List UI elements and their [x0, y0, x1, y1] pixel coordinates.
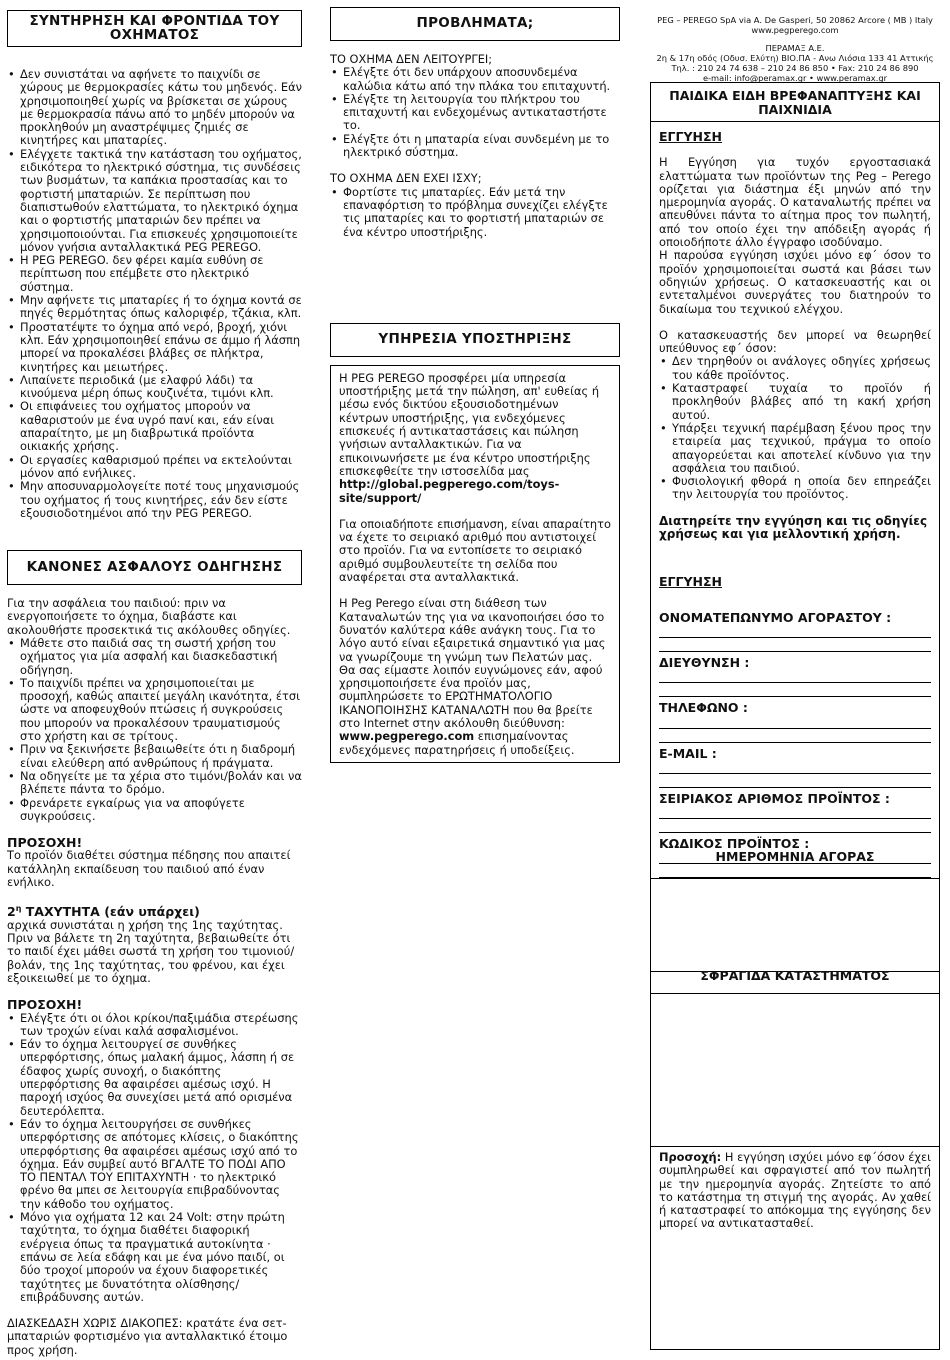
website-link[interactable]: www.pegperego.com [339, 729, 475, 744]
company-header [650, 15, 940, 83]
warranty-exclusion-list [659, 355, 931, 501]
shop-stamp-area[interactable] [651, 993, 939, 1147]
buyer-name-label: ΟΝΟΜΑΤΕΠΩΝΥΜΟ ΑΓΟΡΑΣΤΟΥ : [659, 609, 892, 625]
second-gear-number: 2 [7, 904, 16, 920]
list-item: • Πριν να ξεκινήσετε βεβαιωθείτε ότι η διαδρομή είναι ελεύθερη από ανθρώπους ή πράγματα. [7, 743, 302, 770]
list-item: • Οι επιφάνειες του οχήματος μπορούν να καθαριστούν με ένα υγρό πανί και, εάν είναι απαραίτητο, με μη διαβρωτικά προϊόντα οικιακής χρήσης. [7, 400, 302, 453]
care-list [7, 68, 302, 520]
warning-list [7, 1012, 302, 1305]
support-section-title: ΥΠΗΡΕΣΙΑ ΥΠΟΣΤΗΡΙΞΗΣ [330, 323, 620, 357]
list-item: • Ελέγχετε τακτικά την κατάσταση του οχήματος, ειδικότερα το ηλεκτρικό σύστημα, τις συνδέσεις των βυσμάτων, τα καπάκια προστασίας και το φορτιστή μπαταριών. Σε περίπτωση που διαπιστωθούν ελαττώματα, το ηλεκτρικό όχημα και ο φορτιστής μπαταριών δεν πρέπει να χρησιμοποιούνται. Για επισκευές χρησιμοποιείτε μόνον γνήσια ανταλλακτικά PEG PEREGO. [7, 148, 302, 254]
list-item: • Καταστραφεί τυχαία το προϊόν ή προκληθούν βλάβες από τη κακή χρήση αυτού. [659, 382, 931, 422]
warranty-note [659, 1151, 931, 1231]
column-maintenance-safety [7, 0, 302, 1357]
list-item: • Μην αποσυναρμολογείτε ποτέ τους μηχανισμούς του οχήματος ή τους κινητήρες, εάν δεν είστε εξουσιοδοτημένοι από την PEG PEREGO. [7, 480, 302, 520]
problem-title: ΤΟ ΟΧΗΜΑ ΔΕΝ ΕΧΕΙ ΙΣΧΥ; [330, 171, 482, 186]
list-item: • Οι εργασίες καθαρισμού πρέπει να εκτελούνται μόνον από ενήλικες. [7, 454, 302, 481]
list-item: • Ελέγξτε ότι δεν υπάρχουν αποσυνδεμένα καλώδια κάτω από την πλάκα του επιταχυντή. [330, 66, 620, 93]
company-address: PEG – PEREGO SpA via A. De Gasperi, 50 20862 Arcore ( MB ) Italy [657, 15, 933, 25]
product-code-label: ΚΩΔΙΚΟΣ ΠΡΟΪΝΤΟΣ : [659, 836, 810, 852]
phone-field-line2[interactable] [659, 729, 931, 743]
list-item: • Λιπαίνετε περιοδικά (με ελαφρύ λάδι) τα κινούμενα μέρη όπως κουζινέτα, τιμόνι κλπ. [7, 374, 302, 401]
list-item: • Να οδηγείτε με τα χέρια στο τιμόνι/βολάν και να βλέπετε πάντα το δρόμο. [7, 770, 302, 797]
list-item: • Ελέγξτε τη λειτουργία του πλήκτρου του επιταχυντή και ενδεχομένως αντικαταστήστε το. [330, 93, 620, 133]
address-label: ΔΙΕΥΘΥΝΣΗ : [659, 654, 750, 670]
second-gear-sup: η [15, 904, 22, 914]
distributor-phone: Τηλ. : 210 24 74 638 – 210 24 86 850 • Fax: 210 24 86 890 [671, 63, 919, 73]
distributor-address: 2η & 17η οδός (Οδυσ. Ελύτη) ΒΙΟ.ΠΑ - Ανω Λιόσια 133 41 Αττικής [656, 53, 934, 63]
safety-list [7, 637, 302, 823]
support-paragraph: Για οποιαδήποτε επισήμανση, είναι απαραίτητο να έχετε το σειριακό αριθμό που αντιστοιχεί στο προϊόν. Για να εντοπίσετε το σειριακό αριθμό συμβουλευτείτε τη σελίδα που αναφέρεται στα ανταλλακτικά. [339, 516, 611, 585]
list-item: • Ελέγξτε ότι η μπαταρία είναι συνδεμένη με το ηλεκτρικό σύστημα. [330, 133, 620, 160]
buyer-name-field-line2[interactable] [659, 638, 931, 652]
shop-stamp-label: ΣΦΡΑΓΙΔΑ ΚΑΤΑΣΤΗΜΑΤΟΣ [700, 968, 890, 983]
purchase-date-field[interactable] [651, 878, 939, 972]
list-item: • Δεν συνιστάται να αφήνετε το παιχνίδι σε χώρους με θερμοκρασίες κάτω του μηδενός. Εάν χρησιμοποιηθεί χωρίς να βρίσκεται σε χώρους με θερμοκρασία πάνω από το μηδέν μπορούν να προκληθούν μη αναστρέψιμες ζημιές σε κινητήρες και μπαταρίες. [7, 68, 302, 148]
address-field-line2[interactable] [659, 683, 931, 697]
support-box [330, 365, 620, 763]
support-paragraph-end: επισημαίνοντας ενδεχόμενες παρατηρήσεις ή υποδείξεις. [339, 729, 575, 757]
fun-text: ΔΙΑΣΚΕΔΑΣΗ ΧΩΡΙΣ ΔΙΑΚΟΠΕΣ: κρατάτε ένα σετ-μπαταριών φορτισμένο για ανταλλακτικό έτοιμο προς χρήση. [7, 1316, 288, 1357]
list-item: • Εάν το όχημα λειτουργεί σε συνθήκες υπερφόρτισης, όπως μαλακή άμμος, λάσπη ή σε έδαφος χωρίς συνοχή, ο διακόπτης υπερφόρτισης θα αφαιρέσει αμέσως ισχύ. Η παροχή ισχύος θα συνεχίσει μετά από ορισμένα δευτερόλεπτα. [7, 1038, 302, 1118]
second-gear-title [7, 902, 302, 918]
buyer-name-field[interactable] [659, 624, 931, 638]
email-label: E-MAIL : [659, 745, 717, 761]
second-gear-text: αρχικά συνιστάται η χρήση της 1ης ταχύτητας. Πριν να βάλετε τη 2η ταχύτητα, βεβαιωθείτε ότι το παιδί έχει μάθει σωστά τη χρήση του τιμονιού/βολάν, της 1ης ταχύτητας, του φρένου, και έχει εξοικειωθεί με το όχημα. [7, 917, 295, 985]
email-field-line2[interactable] [659, 774, 931, 788]
address-field[interactable] [659, 669, 931, 683]
list-item: • Ελέγξτε ότι οι όλοι κρίκοι/παξιμάδια στερέωσης των τροχών είναι καλά ασφαλισμένοι. [7, 1012, 302, 1039]
distributor-name: ΠΕΡΑΜΑΞ Α.Ε. [765, 43, 825, 53]
form-heading: ΕΓΓΥΗΣΗ [659, 574, 722, 590]
column-problems-support [330, 0, 620, 763]
warning-title: ΠΡΟΣΟΧΗ! [7, 835, 83, 851]
problem-list [330, 66, 620, 159]
list-item: • Η PEG PEREGO. δεν φέρει καμία ευθύνη σε περίπτωση που επέμβετε στο ηλεκτρικό σύστημα. [7, 254, 302, 294]
card-title: ΠΑΙΔΙΚΑ ΕΙΔΗ ΒΡΕΦΑΝΑΠΤΥΞΗΣ ΚΑΙ ΠΑΙΧΝΙΔΙΑ [651, 83, 939, 122]
problem-title: ΤΟ ΟΧΗΜΑ ΔΕΝ ΛΕΙΤΟΥΡΓΕΙ; [330, 52, 493, 66]
support-link[interactable]: http://global.pegperego.com/toys-site/support/ [339, 477, 560, 505]
phone-field[interactable] [659, 715, 931, 729]
email-field[interactable] [659, 760, 931, 774]
problem-list [330, 186, 620, 239]
warranty-card [650, 0, 940, 1360]
care-section-title: ΣΥΝΤΗΡΗΣΗ ΚΑΙ ΦΡΟΝΤΙΔΑ ΤΟΥ ΟΧΗΜΑΤΟΣ [7, 10, 302, 47]
serial-number-field-line2[interactable] [659, 819, 931, 833]
phone-label: ΤΗΛΕΦΩΝΟ : [659, 700, 748, 716]
problems-section-title: ΠΡΟΒΛΗΜΑΤΑ; [330, 7, 620, 41]
list-item: • Δεν τηρηθούν οι ανάλογες οδηγίες χρήσεως του κάθε προϊόντος. [659, 355, 931, 382]
note-text: Η εγγύηση ισχύει μόνο εφ΄όσον έχει συμπληρωθεί και σφραγιστεί από τον πωλητή με την ημερομηνία αγοράς. Ζητείστε το από το κατάστημα τη στιγμή της αγοράς. Αν χαθεί ή καταστραφεί το απόκομμα της εγγύησης δεν μπορεί να αντικατασταθεί. [659, 1150, 931, 1231]
warning-text: Το προϊόν διαθέτει σύστημα πέδησης που απαιτεί κατάλληλη εκπαίδευση του παιδιού από έναν ενήλικο. [7, 848, 291, 890]
serial-number-field[interactable] [659, 805, 931, 819]
list-item: • Μην αφήνετε τις μπαταρίες ή το όχημα κοντά σε πηγές θερμότητας όπως καλοριφέρ, τζάκια, κλπ. [7, 294, 302, 321]
support-paragraph [339, 597, 611, 757]
list-item: • Εάν το όχημα λειτουργήσει σε συνθήκες υπερφόρτισης σε απότομες κλίσεις, ο διακόπτης υπερφόρτισης θα αφαιρέσει αμέσως ισχύ από το όχημα. Εάν συμβεί αυτό ΒΓΑΛΤΕ ΤΟ ΠΟΔΙ ΑΠΟ ΤΟ ΠΕΝΤΑΛ ΤΟΥ ΕΠΙΤΑΧΥΝΤΗ · το ηλεκτρικό φρένο θα μπει σε λειτουργία επιβραδύνοντας την κάθοδο του οχήματος. [7, 1118, 302, 1211]
list-item: • Υπάρξει τεχνική παρέμβαση ξένου προς την εταιρεία μας τεχνικού, πράγμα το οποίο απαγορεύεται και αποτελεί κίνδυνο για την ασφάλεια του παιδιού. [659, 422, 931, 475]
list-item: • Φορτίστε τις μπαταρίες. Εάν μετά την επαναφόρτιση το πρόβλημα συνεχίζει ελέγξτε τις μπαταρίες και το φορτιστή μπαταριών σε ένα κέντρο υποστήριξης. [330, 186, 620, 239]
warranty-heading: ΕΓΓΥΗΣΗ [659, 129, 722, 144]
warranty-card-frame [650, 82, 940, 1350]
distributor-email: e-mail: info@peramax.gr • www.peramax.gr [702, 73, 888, 83]
support-paragraph: Η PEG PEREGO προσφέρει μία υπηρεσία υποστήριξης μετά την πώληση, απ' ευθείας ή μέσω ενός δικτύου εξουσιοδοτημένων κέντρων υποστήριξης, για ενδεχόμενες επισκευές ή αντικαταστάσεις και πώληση γνήσιων ανταλλακτικών. Για να επικοινωνήσετε με ένα κέντρο υποστήριξης επισκεφθείτε την ιστοσελίδα μας [339, 370, 600, 478]
keep-note: Διατηρείτε την εγγύηση και τις οδηγίες χρήσεως και για μελλοντική χρήση. [659, 513, 928, 542]
list-item: • Το παιχνίδι πρέπει να χρησιμοποιείται με προσοχή, καθώς απαιτεί μεγάλη ικανότητα, έτσι ώστε να αποφευχθούν πτώσεις ή συγκρούσεις που μπορούν να προκαλέσουν τραυματισμούς στο χρήστη και σε τρίτους. [7, 677, 302, 743]
list-item: • Προστατέψτε το όχημα από νερό, βροχή, χιόνι κλπ. Εάν χρησιμοποιηθεί επάνω σε άμμο ή λάσπη μπορεί να προκαλέσει βλάβες σε πλήκτρα, κινητήρες και μειωτήρες. [7, 321, 302, 374]
list-item: • Φυσιολογική φθορά η οποία δεν επηρεάζει την λειτουργία του προϊόντος. [659, 475, 931, 502]
note-label: Προσοχή: [659, 1150, 722, 1164]
support-paragraph-text: Η Peg Perego είναι στη διάθεση των Καταναλωτών της για να ικανοποιήσει όσο το δυνατόν καλύτερα κάθε ανάγκη τους. Για το λόγο αυτό είναι εξαιρετικά σημαντικό για μας να γνωρίζουμε τη γνώμη των Πελατών μας. Θα σας είμαστε λοιπόν ευγνώμονες εάν, αφού χρησιμοποιήσετε ένα προϊόν μας, συμπληρώσετε το ΕΡΩΤΗΜΑΤΟΛΟΓΙΟ ΙΚΑΝΟΠΟΙΗΣΗΣ ΚΑΤΑΝΑΛΩΤΗ που θα βρείτε στο Internet στην ακόλουθη διεύθυνση: [339, 596, 606, 730]
warranty-body [651, 122, 939, 878]
safety-intro: Για την ασφάλεια του παιδιού: πριν να ενεργοποιήσετε το όχημα, διαβάστε και ακολουθήστε προσεκτικά τις ακόλουθες οδηγίες. [7, 596, 291, 637]
list-item: • Φρενάρετε εγκαίρως για να αποφύγετε συγκρούσεις. [7, 797, 302, 824]
list-item: • Μόνο για οχήματα 12 και 24 Volt: στην πρώτη ταχύτητα, το όχημα διαθέτει διαφορική ενέργεια όπως τα πραγματικά αυτοκίνητα · επάνω σε λεία εδάφη και με ένα μόνο παιδί, οι δύο τροχοί μπορούν να έχουν διαφορετικές ταχύτητες με δυνατότητα ολίσθησης/επιβράδυνσης αυτών. [7, 1211, 302, 1304]
warning-title: ΠΡΟΣΟΧΗ! [7, 997, 83, 1013]
purchase-date-label: ΗΜΕΡΟΜΗΝΙΑ ΑΓΟΡΑΣ [715, 849, 875, 864]
warranty-paragraph: Ο κατασκευαστής δεν μπορεί να θεωρηθεί υπεύθυνος εφ΄ όσον: [659, 327, 931, 356]
serial-number-label: ΣΕΙΡΙΑΚΟΣ ΑΡΙΘΜΟΣ ΠΡΟΪΝΤΟΣ : [659, 790, 890, 806]
product-code-field-line2[interactable] [659, 864, 931, 878]
company-website: www.pegperego.com [751, 25, 839, 35]
list-item: • Μάθετε στο παιδιά σας τη σωστή χρήση του οχήματος για μία ασφαλή και διασκεδαστική οδήγηση. [7, 637, 302, 677]
warranty-paragraph: Η παρούσα εγγύηση ισχύει μόνο εφ΄ όσον το προϊόν χρησιμοποιείται σωστά και βάσει των οδηγιών χρήσεως. Ο κατασκευαστής και οι εντεταλμένοι συνεργάτες του διατηρούν το δικαίωμα του τεχνικού ελέγχου. [659, 248, 931, 316]
warranty-paragraph: Η Εγγύηση για τυχόν εργοστασιακά ελαττώματα των προϊόντων της Peg – Perego ορίζεται για διάστημα έξι μηνών από την ημερομηνία αγοράς. Ο καταναλωτής πρέπει να απευθύνει πάντα το αίτημα προς τον πωλητή, από τον οποίο έχει την απόδειξη αγοράς ή οποιοδήποτε άλλο έγγραφο ισοδύναμο. [659, 155, 931, 250]
second-gear-title-text: ΤΑΧΥΤΗΤΑ (εάν υπάρχει) [21, 904, 200, 920]
safety-section-title: ΚΑΝΟΝΕΣ ΑΣΦΑΛΟΥΣ ΟΔΗΓΗΣΗΣ [7, 550, 302, 585]
